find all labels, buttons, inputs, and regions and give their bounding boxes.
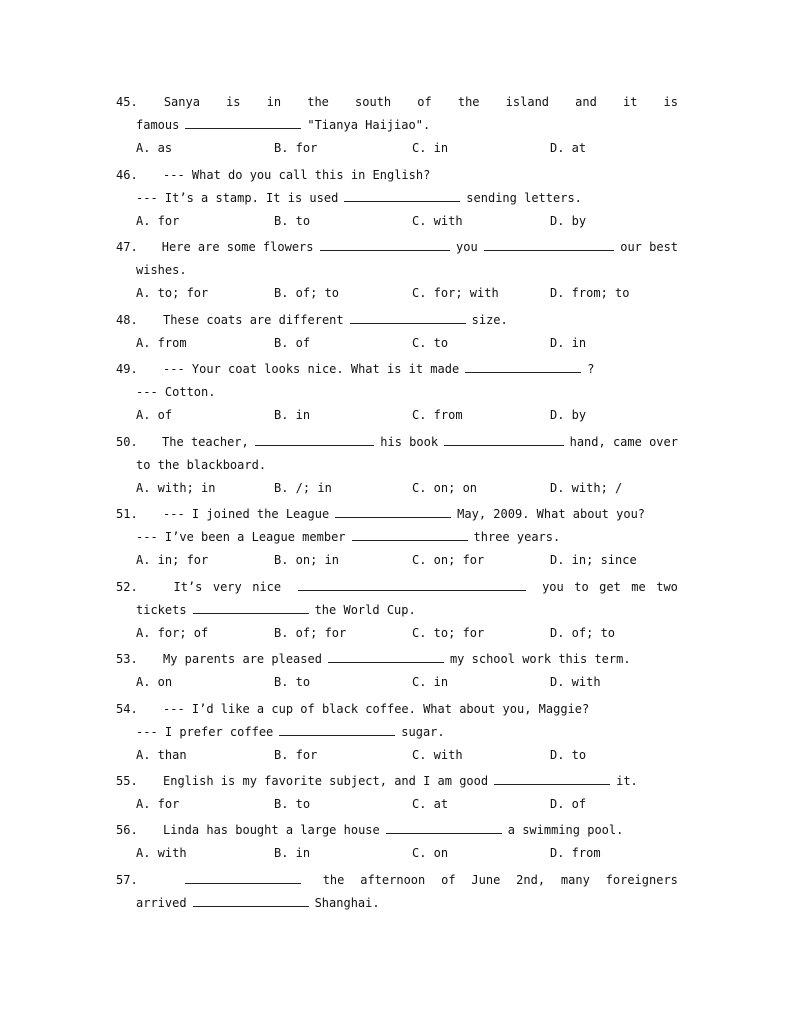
question-number: 57. [116,873,138,887]
option-b[interactable]: B. to [274,214,311,228]
word: very [212,580,242,594]
question-text: his book [380,435,439,449]
option-c[interactable]: C. on; for [412,553,485,567]
question-53 [116,648,678,694]
answer-blank[interactable] [298,579,526,591]
answer-blank[interactable] [255,434,375,446]
answer-blank[interactable] [185,872,301,884]
option-b[interactable]: B. of [274,336,311,350]
question-text: English is my favorite subject, and I am good [163,774,489,788]
question-number: 56. [116,823,138,837]
question-number: 45. [116,95,138,109]
question-line [116,770,678,793]
word: you [542,580,564,594]
question-text: --- I’d like a cup of black coffee. What about you, Maggie? [163,702,590,716]
option-c[interactable]: C. at [412,797,449,811]
question-text: --- I’ve been a League member [136,530,346,544]
option-a[interactable]: A. with; in [136,481,216,495]
question-line [116,576,678,599]
option-c[interactable]: C. to [412,336,449,350]
option-c[interactable]: C. on [412,846,449,860]
question-text: --- Your coat looks nice. What is it made [163,362,460,376]
question-text: arrived [136,896,187,910]
question-line [116,721,678,744]
question-text: hand, came over [569,435,678,449]
word: in [266,95,282,109]
option-b[interactable]: B. to [274,797,311,811]
question-text: Linda has bought a large house [163,823,380,837]
word: It’s [173,580,203,594]
question-line [116,599,678,622]
word: south [355,95,392,109]
question-text: --- I joined the League [163,507,330,521]
question-number: 46. [116,168,138,182]
word: get [599,580,621,594]
options-row [116,549,678,572]
question-number: 52. [116,580,138,594]
word: Sanya [163,95,200,109]
answer-blank[interactable] [444,434,564,446]
word: two [656,580,678,594]
option-d[interactable]: D. in; since [550,553,637,567]
option-c[interactable]: C. with [412,748,463,762]
word: the [457,95,480,109]
word: is [226,95,241,109]
question-line [116,187,678,210]
question-55 [116,770,678,816]
question-54 [116,698,678,767]
question-line [116,91,678,114]
answer-blank[interactable] [484,239,615,251]
question-number: 54. [116,702,138,716]
answer-blank[interactable] [279,724,395,736]
question-line [116,164,678,187]
option-c[interactable]: C. with [412,214,463,228]
question-text: a swimming pool. [507,823,624,837]
question-line [116,526,678,549]
options-row [116,137,678,160]
option-d[interactable]: D. of [550,797,587,811]
option-c[interactable]: C. to; for [412,626,485,640]
question-48 [116,309,678,355]
option-d[interactable]: D. by [550,408,587,422]
word: June [471,873,501,887]
answer-blank[interactable] [328,651,444,663]
options-row [116,671,678,694]
question-text: Here are some flowers [161,240,314,254]
question-text: size. [471,313,508,327]
question-number: 53. [116,652,138,666]
question-text: my school work this term. [449,652,631,666]
word: is [663,95,678,109]
question-text: Shanghai. [314,896,380,910]
option-a[interactable]: A. of [136,408,173,422]
question-number: 50. [116,435,138,449]
question-line [116,309,678,332]
option-b[interactable]: B. on; in [274,553,340,567]
options-row [116,282,678,305]
option-d[interactable]: D. from [550,846,601,860]
word: it [622,95,638,109]
question-text: ? [587,362,595,376]
question-46 [116,164,678,233]
option-a[interactable]: A. on [136,675,173,689]
option-c[interactable]: C. from [412,408,463,422]
answer-blank[interactable] [320,239,451,251]
question-text: sending letters. [466,191,582,205]
option-a[interactable]: A. for [136,214,180,228]
question-text: sugar. [401,725,445,739]
word: to [574,580,589,594]
question-line [116,454,678,477]
option-d[interactable]: D. with; / [550,481,623,495]
word: foreigners [605,873,678,887]
option-b[interactable]: B. for [274,748,318,762]
question-text: --- I prefer coffee [136,725,274,739]
question-49 [116,358,678,427]
question-text: the World Cup. [314,603,416,617]
answer-blank[interactable] [193,602,309,614]
question-text: May, 2009. What about you? [457,507,646,521]
question-text: wishes. [136,263,187,277]
word: nice [252,580,282,594]
answer-blank[interactable] [185,117,301,129]
question-number: 51. [116,507,138,521]
option-c[interactable]: C. for; with [412,286,499,300]
question-text: tickets [136,603,187,617]
question-number: 55. [116,774,138,788]
question-text: --- It’s a stamp. It is used [136,191,339,205]
option-a[interactable]: A. to; for [136,286,209,300]
option-b[interactable]: B. to [274,675,311,689]
question-text: our best [620,240,679,254]
question-51 [116,503,678,572]
answer-blank[interactable] [386,822,502,834]
option-b[interactable]: B. /; in [274,481,332,495]
option-b[interactable]: B. in [274,408,311,422]
question-text: you [456,240,478,254]
question-line [116,358,678,381]
option-c[interactable]: C. in [412,141,449,155]
question-text: My parents are pleased [163,652,322,666]
question-text: it. [616,774,638,788]
answer-blank[interactable] [465,361,581,373]
answer-blank[interactable] [193,895,309,907]
answer-blank[interactable] [344,190,460,202]
question-number: 49. [116,362,138,376]
question-line [116,236,678,259]
options-row [116,842,678,865]
question-text: The teacher, [162,435,249,449]
option-a[interactable]: A. for [136,797,180,811]
question-line [116,648,678,671]
option-d[interactable]: D. from; to [550,286,630,300]
question-text: "Tianya Haijiao". [307,118,431,132]
question-text: These coats are different [163,313,344,327]
option-d[interactable]: D. at [550,141,587,155]
option-c[interactable]: C. on; on [412,481,478,495]
options-row [116,404,678,427]
answer-blank[interactable] [350,312,466,324]
option-b[interactable]: B. in [274,846,311,860]
options-row [116,332,678,355]
word: many [560,873,590,887]
option-d[interactable]: D. in [550,336,587,350]
question-line [116,431,678,454]
question-number: 48. [116,313,138,327]
question-text: to the blackboard. [136,458,267,472]
word: island [505,95,550,109]
option-d[interactable]: D. with [550,675,601,689]
option-a[interactable]: A. than [136,748,187,762]
question-text: famous [136,118,180,132]
option-d[interactable]: D. to [550,748,587,762]
question-line [116,698,678,721]
question-line [116,869,678,892]
question-56 [116,819,678,865]
options-row [116,744,678,767]
word: 2nd, [516,873,546,887]
word: the [322,873,345,887]
question-52 [116,576,678,645]
question-57 [116,869,678,915]
answer-blank[interactable] [335,506,451,518]
question-line [116,114,678,137]
options-row [116,622,678,645]
option-a[interactable]: A. from [136,336,187,350]
question-number: 47. [116,240,138,254]
option-d[interactable]: D. by [550,214,587,228]
question-text: --- What do you call this in English? [163,168,431,182]
answer-blank[interactable] [494,773,610,785]
question-47 [116,236,678,305]
question-text: three years. [473,530,561,544]
option-a[interactable]: A. with [136,846,187,860]
word: of [417,95,432,109]
question-line [116,892,678,915]
options-row [116,793,678,816]
option-b[interactable]: B. for [274,141,318,155]
option-a[interactable]: A. for; of [136,626,209,640]
option-d[interactable]: D. of; to [550,626,616,640]
options-row [116,210,678,233]
option-b[interactable]: B. of; to [274,286,340,300]
option-a[interactable]: A. as [136,141,173,155]
option-b[interactable]: B. of; for [274,626,347,640]
word: me [631,580,646,594]
question-50 [116,431,678,500]
question-line [116,503,678,526]
question-line [116,819,678,842]
question-line [116,381,678,404]
word: afternoon [360,873,426,887]
word: the [307,95,329,109]
word: of [441,873,456,887]
answer-blank[interactable] [352,529,468,541]
word: and [575,95,597,109]
option-a[interactable]: A. in; for [136,553,209,567]
option-c[interactable]: C. in [412,675,449,689]
question-45 [116,91,678,160]
question-text: --- Cotton. [136,385,216,399]
options-row [116,477,678,500]
question-line [116,259,678,282]
